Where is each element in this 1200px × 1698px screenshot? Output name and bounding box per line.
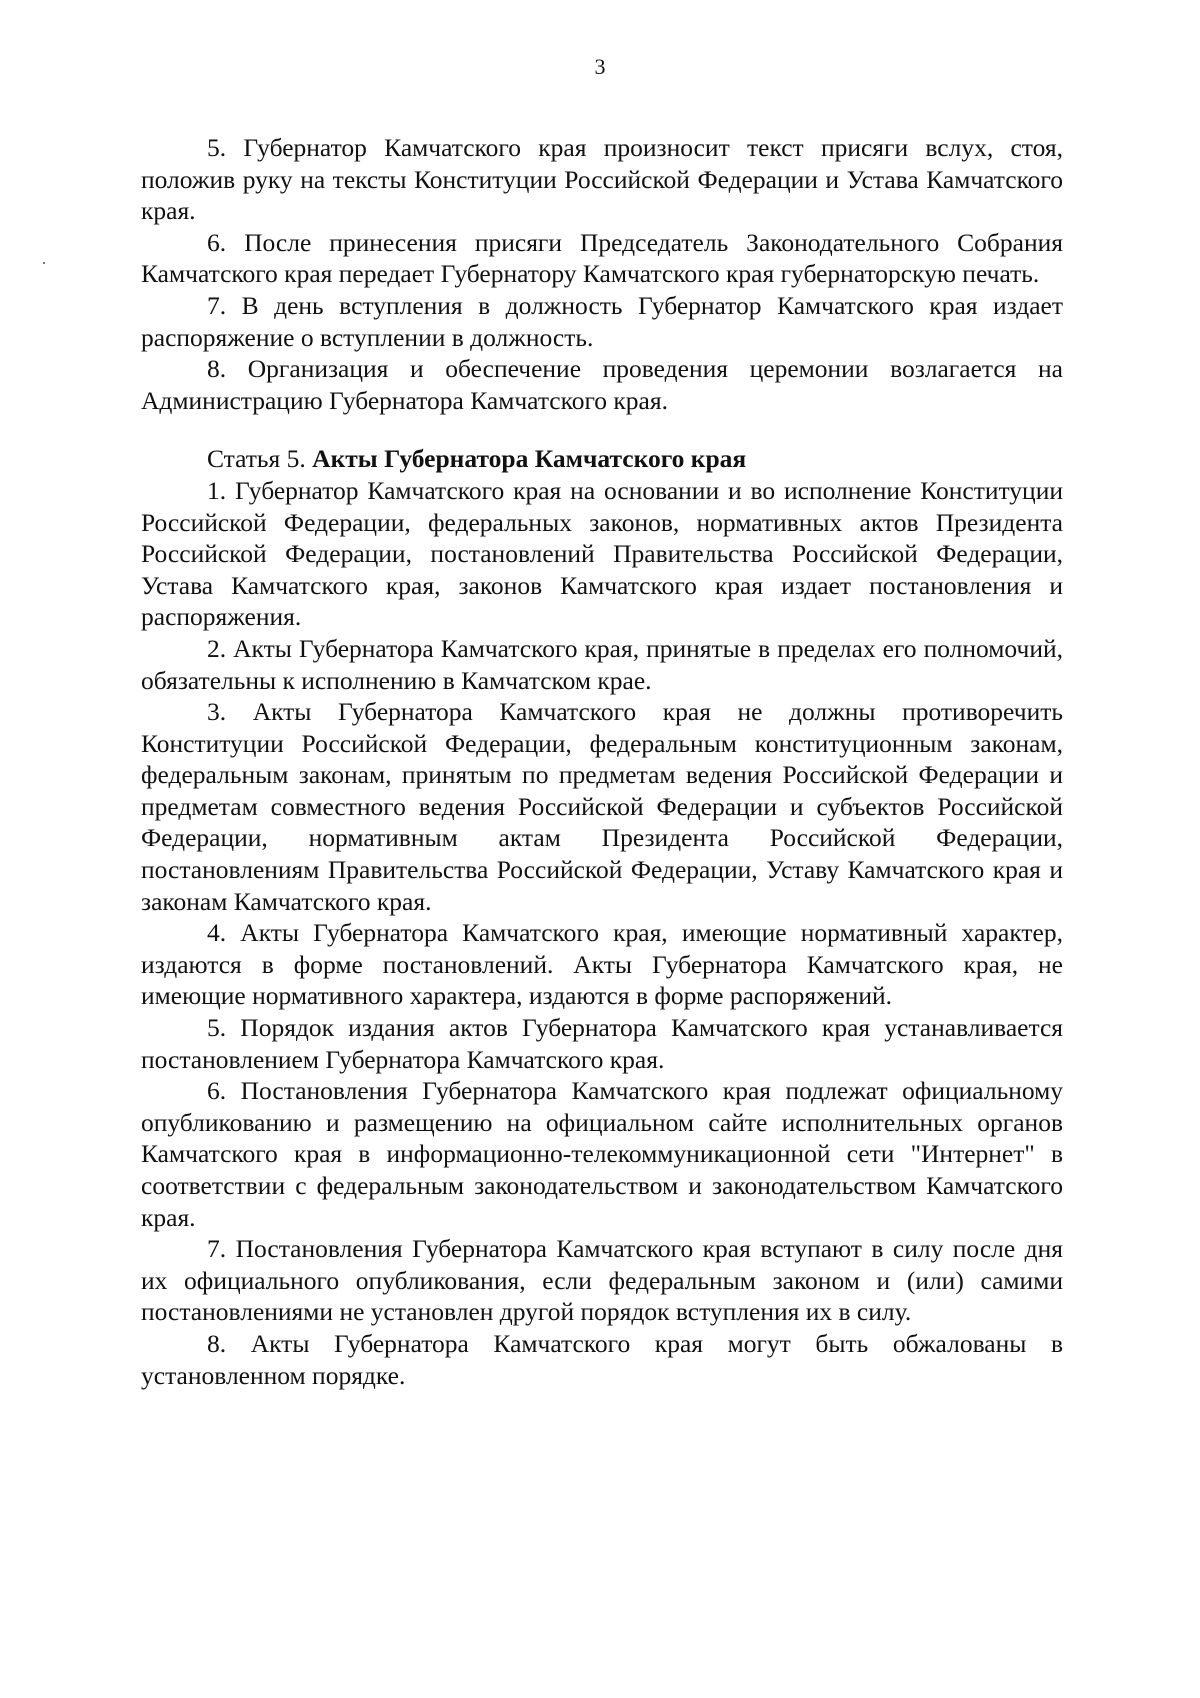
article-paragraph-7: 7. Постановления Губернатора Камчатского края вступают в силу после дня их официального опубликования, если федеральным законом и (или) самими постановлениями не установлен другой порядок вступления их в силу.: [141, 1234, 1063, 1327]
article-title: Акты Губернатора Камчатского края: [312, 444, 747, 474]
article-paragraph-6: 6. Постановления Губернатора Камчатского края подлежат официальному опубликованию и размещению на официальном сайте исполнительных органов Камчатского края в информационно-телекоммуникационной сети "Интернет" в соответствии с федеральным законодательством и законодательством Камчатского края.: [141, 1076, 1063, 1232]
oath-paragraph-5: 5. Губернатор Камчатского края произносит текст присяги вслух, стоя, положив руку на тексты Конституции Российской Федерации и Устава Камчатского края.: [141, 133, 1063, 226]
page-number: 3: [594, 54, 606, 79]
article-paragraph-5: 5. Порядок издания актов Губернатора Камчатского края устанавливается постановлением Губернатора Камчатского края.: [141, 1013, 1063, 1074]
margin-mark: [43, 262, 45, 264]
article-paragraph-2: 2. Акты Губернатора Камчатского края, принятые в пределах его полномочий, обязательны к исполнению в Камчатском крае.: [141, 633, 1063, 695]
article-paragraph-3: 3. Акты Губернатора Камчатского края не должны противоречить Конституции Российской Федерации, федеральным конституционным законам, федеральным законам, принятым по предметам ведения Российской Федерации и предметам совместного ведения Российской Федерации и субъектов Российской Федерации, нормативным актам Президента Российской Федерации, постановлениям Правительства Российской Федерации, Уставу Камчатского края и законам Камчатского края.: [141, 697, 1063, 916]
oath-paragraph-8: 8. Организация и обеспечение проведения церемонии возлагается на Администрацию Губернатора Камчатского края.: [141, 354, 1063, 415]
article-paragraph-1: 1. Губернатор Камчатского края на основании и во исполнение Конституции Российской Федерации, федеральных законов, нормативных актов Президента Российской Федерации, постановлений Правительства Российской Федерации, Устава Камчатского края, законов Камчатского края издает постановления и распоряжения.: [141, 475, 1063, 632]
article-paragraph-8: 8. Акты Губернатора Камчатского края могут быть обжалованы в установленном порядке.: [141, 1328, 1063, 1390]
document-body: [141, 132, 1063, 1391]
article-paragraph-4: 4. Акты Губернатора Камчатского края, имеющие нормативный характер, издаются в форме постановлений. Акты Губернатора Камчатского края, не имеющие нормативного характера, издаются в форме распоряжений.: [141, 918, 1063, 1011]
oath-paragraph-6: 6. После принесения присяги Председатель Законодательного Собрания Камчатского края передает Губернатору Камчатского края губернаторскую печать.: [141, 227, 1063, 289]
article-heading: [141, 443, 1063, 475]
oath-paragraph-7: 7. В день вступления в должность Губернатор Камчатского края издает распоряжение о вступлении в должность.: [141, 290, 1063, 352]
article-label: Статья 5.: [207, 444, 306, 474]
